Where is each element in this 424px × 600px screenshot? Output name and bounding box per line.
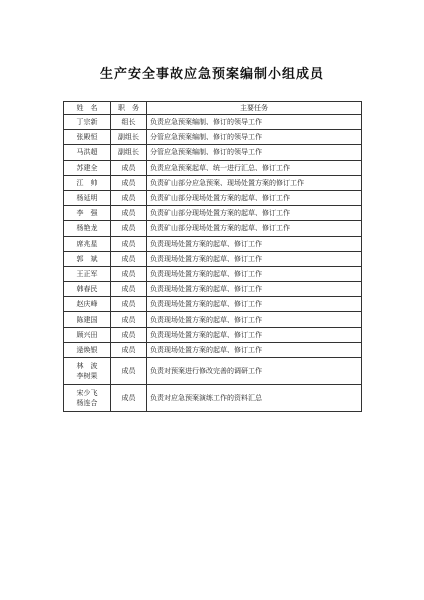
document-title: 生产安全事故应急预案编制小组成员 <box>99 67 324 82</box>
member-name-cell <box>64 282 111 297</box>
member-name-cell <box>64 175 111 190</box>
member-name: 顾兴田 <box>76 330 98 339</box>
member-role: 成员 <box>111 385 147 412</box>
member-task: 负责矿山部分现场处置方案的起草、修订工作 <box>147 206 362 221</box>
member-name-cell <box>64 385 111 412</box>
member-role: 成员 <box>111 206 147 221</box>
member-task: 负责现场处置方案的起草、修订工作 <box>147 282 362 297</box>
header-role: 职 务 <box>111 102 147 115</box>
table-row <box>64 221 362 236</box>
member-role: 成员 <box>111 342 147 357</box>
table-header-row <box>64 102 362 115</box>
member-name: 杨艳龙 <box>76 224 98 233</box>
members-table <box>63 101 362 412</box>
member-name: 林 波 <box>76 362 98 370</box>
member-name-cell <box>64 266 111 281</box>
table-body <box>64 115 362 412</box>
member-name-cell <box>64 221 111 236</box>
table-row <box>64 175 362 190</box>
member-name-cell <box>64 327 111 342</box>
member-name: 逯焕银 <box>76 345 98 354</box>
member-name: 苏建全 <box>76 163 98 172</box>
member-name: 韩春民 <box>76 285 98 294</box>
member-task: 负责现场处置方案的起草、修订工作 <box>147 297 362 312</box>
member-name-cell <box>64 206 111 221</box>
member-name: 马洪超 <box>76 148 98 157</box>
member-task: 负责现场处置方案的起草、修订工作 <box>147 327 362 342</box>
member-role: 成员 <box>111 175 147 190</box>
member-name: 江 帅 <box>76 178 98 187</box>
table-row <box>64 130 362 145</box>
table-row <box>64 266 362 281</box>
table-row <box>64 190 362 205</box>
member-name-cell <box>64 312 111 327</box>
member-name-cell <box>64 342 111 357</box>
table-row <box>64 236 362 251</box>
member-task: 负责现场处置方案的起草、修订工作 <box>147 312 362 327</box>
table-row <box>64 327 362 342</box>
member-role: 成员 <box>111 160 147 175</box>
member-role: 成员 <box>111 312 147 327</box>
member-role: 成员 <box>111 282 147 297</box>
member-name-cell <box>64 297 111 312</box>
member-role: 成员 <box>111 190 147 205</box>
member-name-cell <box>64 236 111 251</box>
member-task: 负责应急预案起草、统一进行汇总、修订工作 <box>147 160 362 175</box>
member-name-cell <box>64 160 111 175</box>
header-name: 姓 名 <box>64 102 111 115</box>
member-task: 负责现场处置方案的起草、修订工作 <box>147 251 362 266</box>
member-task: 负责矿山部分现场处置方案的起草、修订工作 <box>147 190 362 205</box>
table-row <box>64 358 362 385</box>
member-role: 成员 <box>111 297 147 312</box>
member-name-cell <box>64 145 111 160</box>
member-task: 分管应急预案编制、修订的领导工作 <box>147 130 362 145</box>
member-name: 李树果 <box>76 372 98 380</box>
member-task: 负责现场处置方案的起草、修订工作 <box>147 236 362 251</box>
member-name-cell <box>64 130 111 145</box>
member-name: 张殿恒 <box>76 133 98 142</box>
member-task: 负责现场处置方案的起草、修订工作 <box>147 342 362 357</box>
member-name-cell <box>64 190 111 205</box>
member-name: 赵庆峰 <box>76 300 98 309</box>
table-row <box>64 251 362 266</box>
member-name: 杨延明 <box>76 194 98 203</box>
member-name: 杨连合 <box>76 399 98 407</box>
table-row <box>64 160 362 175</box>
member-task: 负责应急预案编制、修订的领导工作 <box>147 115 362 130</box>
table-row <box>64 206 362 221</box>
table-row <box>64 297 362 312</box>
member-name-cell <box>64 358 111 385</box>
table-row <box>64 145 362 160</box>
member-name: 李 强 <box>76 209 98 218</box>
member-task: 负责现场处置方案的起草、修订工作 <box>147 266 362 281</box>
member-task: 负责对预案进行修改完善的调研工作 <box>147 358 362 385</box>
member-role: 成员 <box>111 358 147 385</box>
member-name-cell <box>64 251 111 266</box>
member-name: 郭 斌 <box>76 254 98 263</box>
member-role: 成员 <box>111 251 147 266</box>
table-row <box>64 312 362 327</box>
member-task: 负责矿山部分现场处置方案的起草、修订工作 <box>147 221 362 236</box>
member-task: 分管应急预案编制、修订的领导工作 <box>147 145 362 160</box>
member-role: 组长 <box>111 115 147 130</box>
member-role: 成员 <box>111 221 147 236</box>
member-role: 副组长 <box>111 130 147 145</box>
member-name: 丁宗新 <box>76 118 98 127</box>
member-name-cell <box>64 115 111 130</box>
member-role: 成员 <box>111 236 147 251</box>
member-name: 宋少飞 <box>76 389 98 397</box>
member-role: 副组长 <box>111 145 147 160</box>
member-role: 成员 <box>111 327 147 342</box>
member-name: 席兆星 <box>76 239 98 248</box>
member-name: 陈建国 <box>76 315 98 324</box>
table-row <box>64 385 362 412</box>
member-task: 负责对应急预案演练工作的资料汇总 <box>147 385 362 412</box>
member-role: 成员 <box>111 266 147 281</box>
member-task: 负责矿山部分应急预案、现场处置方案的修订工作 <box>147 175 362 190</box>
table-row <box>64 342 362 357</box>
member-name: 王正军 <box>76 269 98 278</box>
table-row <box>64 115 362 130</box>
table-row <box>64 282 362 297</box>
header-task: 主要任务 <box>147 102 362 115</box>
